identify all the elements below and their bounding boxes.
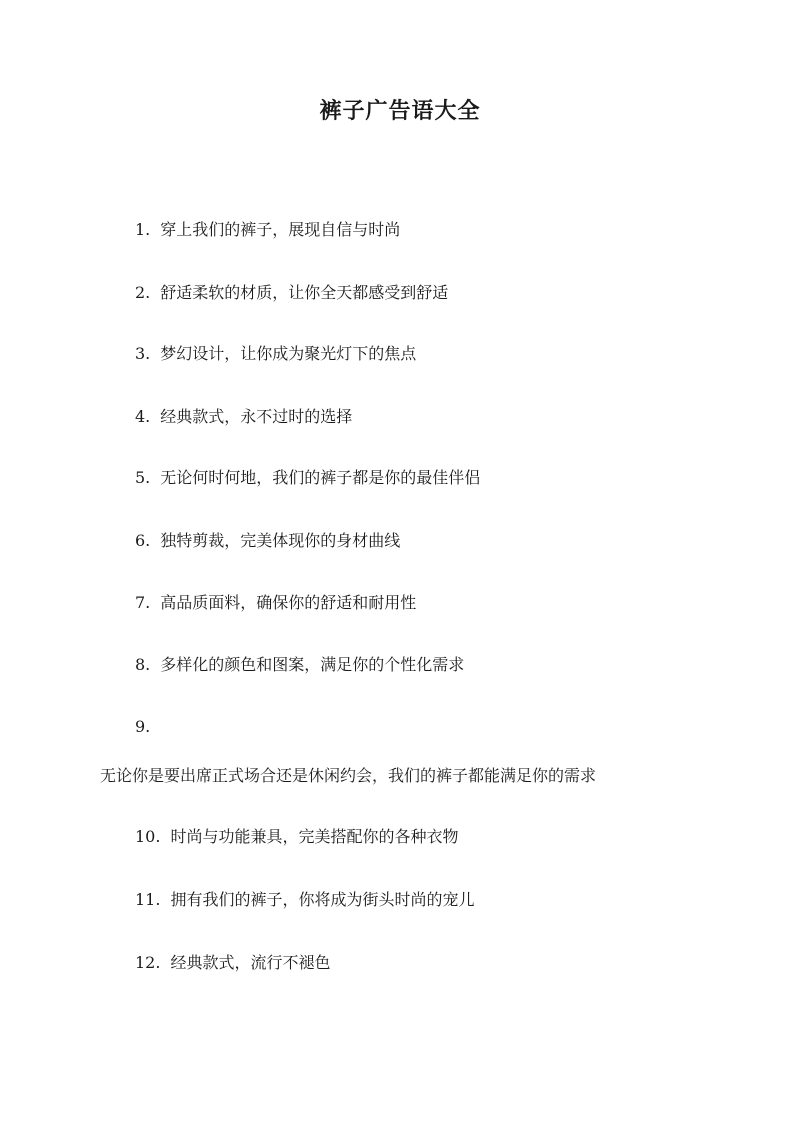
list-item [135, 282, 448, 304]
item-number: 6. [135, 531, 151, 550]
document-title: 裤子广告语大全 [319, 98, 481, 124]
item-number: 2. [135, 283, 151, 302]
item-number: 7. [135, 593, 151, 612]
list-item [135, 467, 480, 489]
list-item [135, 952, 330, 974]
item-number: 11. [135, 890, 161, 909]
list-item [135, 406, 352, 428]
item-text: 梦幻设计，让你成为聚光灯下的焦点 [160, 344, 417, 363]
item-number: 5. [135, 468, 151, 487]
item-text: 经典款式，永不过时的选择 [160, 407, 353, 426]
item-text: 穿上我们的裤子，展现自信与时尚 [160, 220, 401, 239]
item-number: 1. [135, 220, 151, 239]
list-item [135, 889, 474, 911]
item-text: 无论何时何地，我们的裤子都是你的最佳伴侣 [160, 468, 481, 487]
item-text: 高品质面料，确保你的舒适和耐用性 [160, 593, 417, 612]
list-item [135, 592, 416, 614]
item-number: 12. [135, 953, 161, 972]
list-item [135, 654, 464, 676]
list-item [135, 219, 400, 241]
list-item [135, 716, 160, 738]
list-item [135, 343, 416, 365]
item-number: 4. [135, 407, 151, 426]
list-item [135, 826, 458, 848]
item-number: 9. [135, 717, 151, 736]
item-text: 时尚与功能兼具，完美搭配你的各种衣物 [170, 827, 459, 846]
item-number: 10. [135, 827, 161, 846]
item-text: 多样化的颜色和图案，满足你的个性化需求 [160, 655, 465, 674]
item-number: 3. [135, 344, 151, 363]
list-item [135, 530, 400, 552]
item-text-wrapped: 无论你是要出席正式场合还是休闲约会，我们的裤子都能满足你的需求 [100, 766, 597, 785]
item-text: 独特剪裁，完美体现你的身材曲线 [160, 531, 401, 550]
item-text: 舒适柔软的材质，让你全天都感受到舒适 [160, 283, 449, 302]
item-text: 拥有我们的裤子，你将成为街头时尚的宠儿 [170, 890, 475, 909]
item-text: 经典款式，流行不褪色 [170, 953, 331, 972]
item-number: 8. [135, 655, 151, 674]
